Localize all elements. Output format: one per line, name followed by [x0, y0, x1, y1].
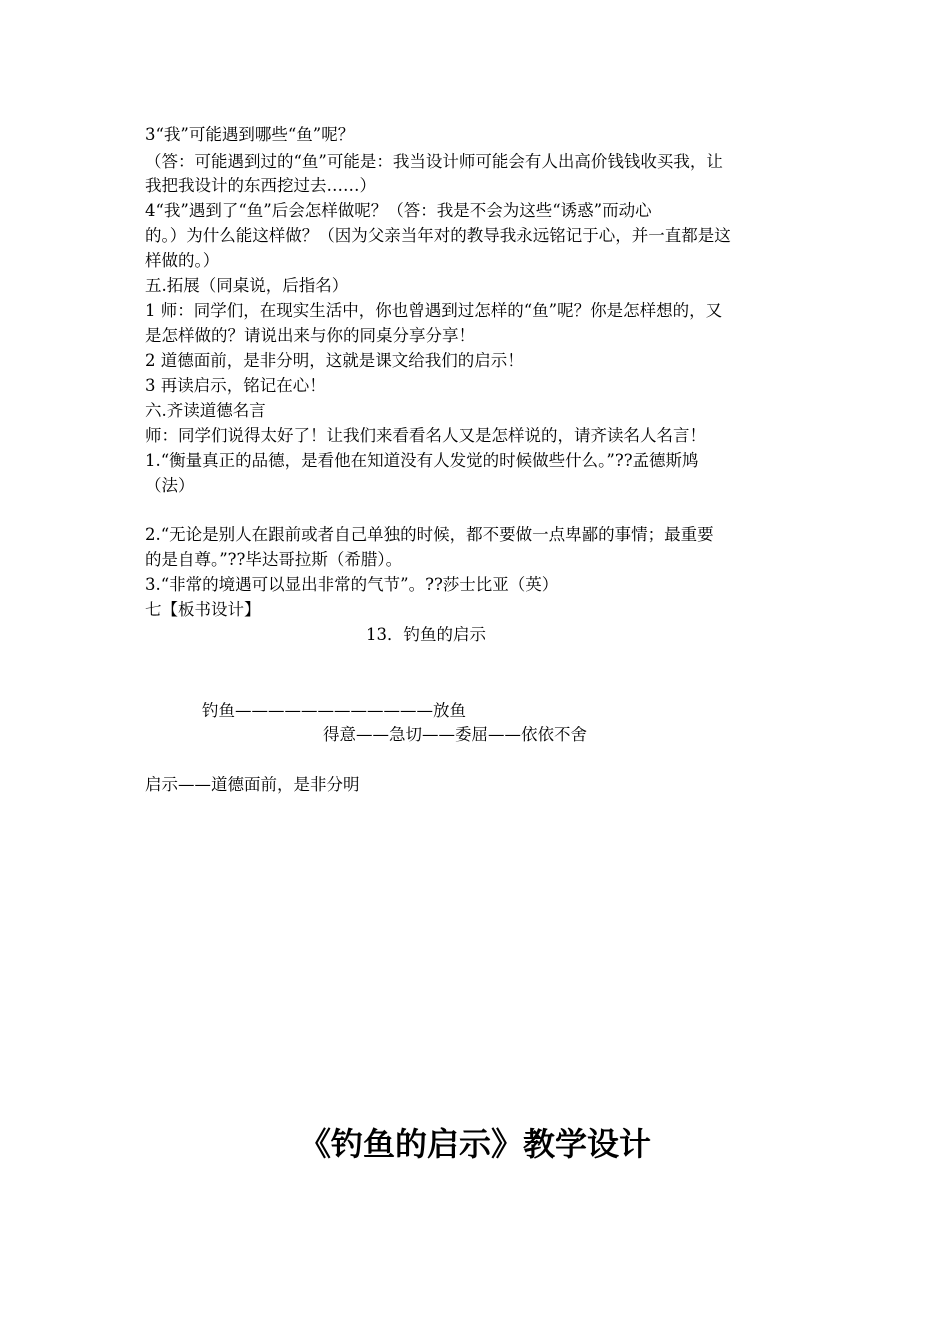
text-line: 4“我”遇到了“鱼”后会怎样做呢？（答：我是不会为这些“诱惑”而动心: [145, 201, 652, 220]
board-line: 钓鱼————————————放鱼: [202, 701, 466, 720]
text-line: 我把我设计的东西挖过去……）: [145, 176, 376, 195]
text-line: 2 道德面前，是非分明，这就是课文给我们的启示！: [145, 351, 524, 370]
section-heading: 六.齐读道德名言: [145, 401, 266, 420]
text-line: 3“我”可能遇到哪些“鱼”呢？: [145, 125, 355, 144]
text-line: （答：可能遇到过的“鱼”可能是：我当设计师可能会有人出高价钱钱收买我，让: [145, 152, 723, 171]
quote-line: 的是自尊。”??毕达哥拉斯（希腊）。: [145, 550, 403, 569]
quote-line: 3.“非常的境遇可以显出非常的气节”。??莎士比亚（英）: [145, 575, 559, 594]
quote-line: （法）: [145, 476, 195, 495]
document-title: 《钓鱼的启示》教学设计: [298, 1125, 651, 1163]
board-line: 得意——急切——委屈——依依不舍: [323, 725, 587, 744]
text-line: 1 师：同学们，在现实生活中，你也曾遇到过怎样的“鱼”呢？你是怎样想的，又: [145, 301, 723, 320]
section-heading: 七【板书设计】: [145, 600, 261, 619]
text-line: 师：同学们说得太好了！让我们来看看名人又是怎样说的，请齐读名人名言！: [145, 426, 706, 445]
section-heading: 五.拓展（同桌说，后指名）: [145, 276, 349, 295]
quote-line: 2.“无论是别人在跟前或者自己单独的时候，都不要做一点卑鄙的事情；最重要: [145, 525, 714, 544]
text-line: 3 再读启示，铭记在心！: [145, 376, 326, 395]
text-line: 的。）为什么能这样做？（因为父亲当年对的教导我永远铭记于心，并一直都是这: [145, 226, 731, 245]
board-line: 启示——道德面前，是非分明: [145, 775, 360, 794]
board-heading: 13．钓鱼的启示: [366, 625, 486, 644]
text-line: 是怎样做的？请说出来与你的同桌分享分享！: [145, 326, 475, 345]
quote-line: 1.“衡量真正的品德，是看他在知道没有人发觉的时候做些什么。”??孟德斯鸠: [145, 451, 699, 470]
text-line: 样做的。）: [145, 251, 220, 270]
